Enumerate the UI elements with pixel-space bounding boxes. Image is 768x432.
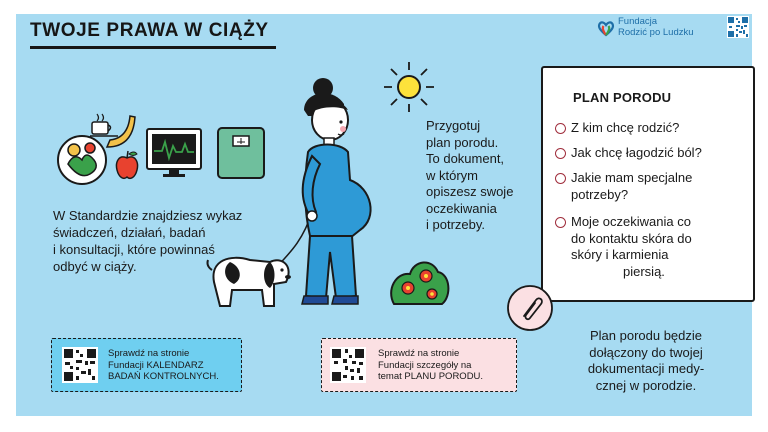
plan-item-4-line-2: do kontaktu skóra do bbox=[571, 230, 692, 246]
footer-line-3: dokumentacji medy- bbox=[587, 361, 705, 376]
mid-line-4: w którym bbox=[426, 167, 478, 183]
logo-heart-icon bbox=[596, 18, 616, 38]
plan-item-3-line-1: Jakie mam specjalne bbox=[571, 170, 693, 185]
qr-code-plan[interactable] bbox=[330, 347, 366, 383]
footer-line-4: cznej w porodzie. bbox=[595, 377, 697, 393]
plan-item-4-line-3: skóry i karmienia bbox=[571, 247, 669, 262]
plan-item-4-line-4: piersią. bbox=[623, 263, 665, 279]
apple-icon bbox=[113, 148, 141, 182]
blue-box-line-3: BADAŃ KONTROLNYCH. bbox=[108, 371, 219, 382]
mid-line-1: Przygotuj bbox=[426, 118, 481, 133]
plan-details-link-text bbox=[378, 348, 483, 383]
blue-box-line-2: Fundacji KALENDARZ bbox=[108, 359, 204, 371]
plan-title: PLAN PORODU bbox=[573, 90, 672, 105]
pink-box-line-3: temat PLANU PORODU. bbox=[378, 371, 484, 382]
plan-item-pain-relief bbox=[555, 145, 702, 162]
title-underline bbox=[30, 46, 276, 49]
bullet-circle-icon bbox=[555, 217, 566, 228]
standard-line-2: świadczeń, działań, badań bbox=[53, 225, 206, 240]
mid-line-7: i potrzeby. bbox=[426, 217, 486, 232]
plan-item-with-whom bbox=[555, 120, 679, 137]
logo-text bbox=[618, 16, 694, 38]
qr-code-calendar[interactable] bbox=[62, 347, 98, 383]
pregnant-woman-with-dog-illustration bbox=[200, 70, 390, 320]
plan-details-link-box[interactable] bbox=[321, 338, 517, 392]
calendar-link-box[interactable] bbox=[51, 338, 242, 392]
pink-box-line-1: Sprawdź na stronie bbox=[378, 348, 460, 359]
heart-monitor-icon bbox=[145, 127, 203, 179]
standard-line-4: odbyć w ciąży. bbox=[53, 259, 137, 274]
qr-code-header[interactable] bbox=[727, 16, 749, 38]
plan-item-2-line-1: Jak chcę łagodzić ból? bbox=[571, 145, 702, 160]
pink-box-line-2: Fundacji szczegóły na bbox=[378, 359, 472, 371]
footer-line-1: Plan porodu będzie bbox=[589, 328, 703, 343]
mid-line-5: opiszesz swoje bbox=[426, 184, 514, 199]
bullet-circle-icon bbox=[555, 173, 566, 184]
birth-plan-card bbox=[541, 66, 755, 302]
standard-line-1: W Standardzie znajdziesz wykaz bbox=[53, 208, 243, 223]
foundation-logo[interactable] bbox=[596, 16, 726, 40]
plan-item-special-needs bbox=[555, 170, 692, 203]
plan-item-3-line-2: potrzeby? bbox=[571, 186, 629, 202]
logo-line-2: Rodzić po Ludzku bbox=[618, 27, 694, 38]
bullet-circle-icon bbox=[555, 148, 566, 159]
blue-box-line-1: Sprawdź na stronie bbox=[108, 348, 190, 359]
plan-item-skin-to-skin bbox=[555, 214, 692, 280]
paperclip-icon bbox=[506, 284, 554, 332]
mid-line-3: To dokument, bbox=[426, 151, 505, 166]
mid-line-6: oczekiwania bbox=[426, 200, 497, 216]
page-title: TWOJE PRAWA W CIĄŻY bbox=[30, 20, 269, 41]
flower-bush-icon bbox=[388, 254, 450, 310]
footer-line-2: dołączony do twojej bbox=[589, 344, 703, 360]
standard-line-3: i konsultacji, które powinnaś bbox=[53, 242, 215, 257]
logo-line-1: Fundacja bbox=[618, 16, 658, 27]
plan-attached-note bbox=[571, 328, 721, 394]
sun-icon bbox=[380, 58, 438, 116]
plan-item-4-line-1: Moje oczekiwania co bbox=[571, 214, 691, 229]
bullet-circle-icon bbox=[555, 123, 566, 134]
plan-item-1-line-1: Z kim chcę rodzić? bbox=[571, 120, 680, 135]
birth-plan-description bbox=[426, 118, 536, 234]
mid-line-2: plan porodu. bbox=[426, 134, 499, 150]
calendar-link-text bbox=[108, 348, 219, 383]
